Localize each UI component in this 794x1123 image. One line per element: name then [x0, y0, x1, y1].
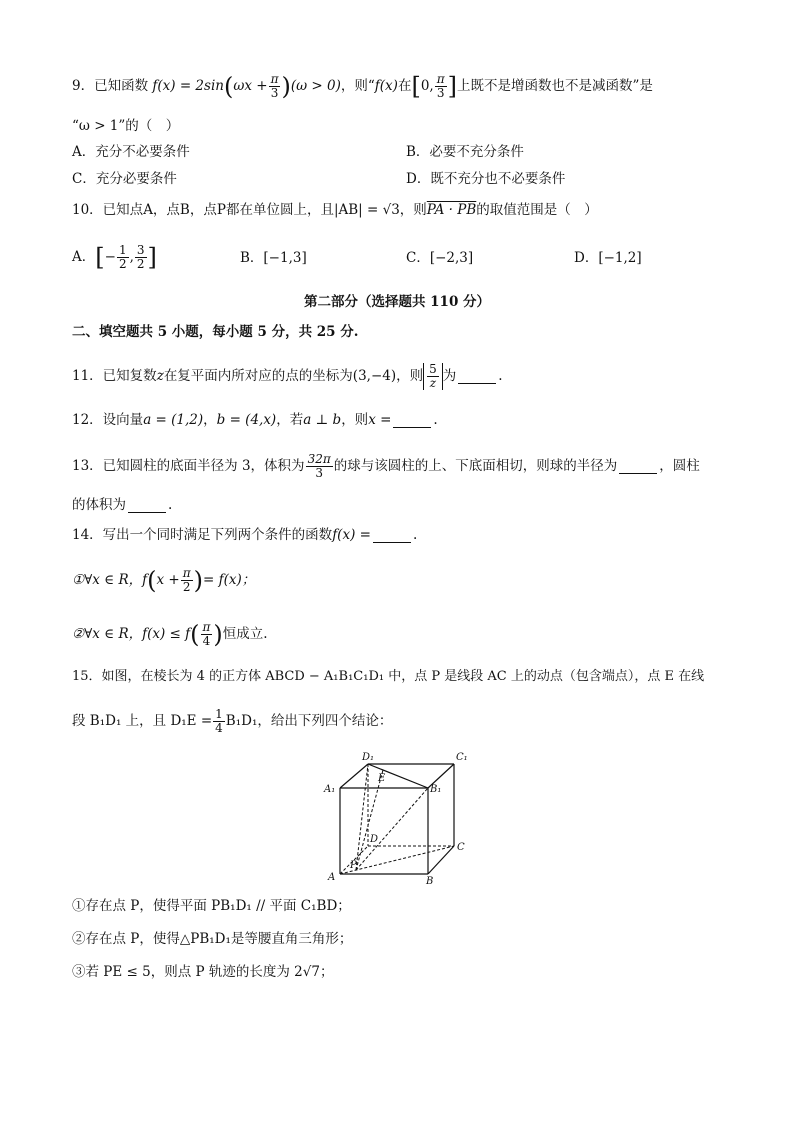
- paren-right: ): [213, 620, 223, 649]
- q14-end: .: [412, 527, 418, 543]
- q12-cond: ，若: [276, 412, 304, 428]
- q14-c1-tail: = f(x)；: [202, 572, 256, 588]
- q13-line2: [72, 495, 172, 515]
- part2-title: 第二部分（选择题共 110 分）: [303, 294, 491, 310]
- q9-line1: [72, 73, 653, 100]
- edge-b-c: [428, 846, 454, 874]
- q11-mid: 在复平面内所对应的点的坐标为(3,−4)，则: [163, 368, 424, 384]
- denominator: 4: [202, 634, 211, 648]
- q9-function: f(x) = 2sin: [152, 78, 224, 94]
- q12-x: x =: [368, 412, 392, 428]
- q14-blank[interactable]: [373, 528, 411, 543]
- q12-tail: ，则: [341, 412, 369, 428]
- q13-prefix: 13．已知圆柱的底面半径为 3，体积为: [72, 458, 305, 474]
- q14-condition-2: [72, 621, 268, 648]
- frac-three-halves: [135, 244, 147, 271]
- bracket-left: [: [411, 72, 421, 101]
- q10-vectors: PA · PB: [426, 202, 477, 218]
- segment-p-d1: [356, 764, 368, 870]
- q13-line1: [72, 453, 700, 480]
- q11-frac: [427, 363, 439, 390]
- q14-prefix: 14．写出一个同时满足下列两个条件的函数: [72, 527, 333, 543]
- q13-volume: [306, 453, 333, 480]
- numerator: π: [202, 620, 211, 634]
- q13-mid: 的球与该圆柱的上、下底面相切，则球的半径为: [333, 458, 618, 474]
- q13-blank-1[interactable]: [619, 459, 657, 474]
- paren-left: (: [147, 566, 157, 595]
- q10-tail: 的取值范围是（ ）: [476, 202, 598, 218]
- denominator: z: [429, 376, 437, 390]
- q9-tail: 上既不是增函数也不是减函数”是: [456, 78, 653, 94]
- q11-abs: [423, 363, 443, 390]
- q9-interval-right: [435, 73, 447, 100]
- label-c: C: [457, 842, 465, 853]
- q14-c2-frac: [201, 621, 213, 648]
- q12-vector-a: a = (1,2): [143, 412, 204, 428]
- q15-conclusion-1: ①存在点 P，使得平面 PB₁D₁ // 平面 C₁BD；: [72, 898, 351, 914]
- numerator: 5: [429, 362, 437, 376]
- q11-blank[interactable]: [458, 369, 496, 384]
- paren-right: ): [193, 566, 203, 595]
- q14-c2-pre: ②∀x ∈ R，f(x) ≤ f: [72, 626, 191, 642]
- q15-line2-tail: B₁D₁，给出下列四个结论：: [225, 713, 393, 729]
- q12-end: .: [433, 412, 438, 428]
- frac-half: [117, 244, 129, 271]
- q9-pi-over-3: [269, 73, 281, 100]
- denominator: 3: [315, 466, 323, 480]
- paren-left: (: [190, 620, 200, 649]
- q14-c1-frac: [181, 567, 193, 594]
- numerator: 32π: [307, 452, 331, 466]
- denominator: 4: [215, 721, 223, 735]
- label-d1: D₁: [362, 752, 375, 763]
- minus: −: [104, 249, 116, 265]
- label-a: A: [328, 872, 336, 883]
- edge-d1-b1: [368, 764, 428, 788]
- label-p: P: [350, 860, 357, 871]
- q10-option-b: B．[−1,3]: [240, 250, 307, 266]
- numerator: 3: [136, 243, 145, 257]
- edge-a1-d1: [340, 764, 368, 788]
- q15-line1: 15．如图，在棱长为 4 的正方体 ABCD − A₁B₁C₁D₁ 中，点 P 是线段 AC 上的动点（包含端点），点 E 在线: [72, 669, 705, 684]
- q12-perp: a ⊥ b: [303, 412, 342, 428]
- q9-mid: ，则“: [340, 78, 375, 94]
- q13-end: .: [168, 497, 173, 513]
- q12-prefix: 12．设向量: [72, 412, 144, 428]
- q14-fx: f(x) =: [332, 527, 371, 543]
- q9-option-b: B．必要不充分条件: [406, 144, 524, 160]
- numerator: 1: [118, 243, 127, 257]
- q10-prefix: 10．已知点: [72, 202, 144, 218]
- q13-line2-text: 的体积为: [72, 497, 126, 513]
- label-d: D: [370, 834, 379, 845]
- bracket-right: ]: [147, 243, 157, 272]
- label-e: E: [378, 773, 386, 784]
- label-a1: A₁: [324, 784, 336, 795]
- numerator: π: [436, 72, 445, 86]
- q9-arg: ωx +: [233, 78, 268, 94]
- label-b: B: [426, 876, 434, 886]
- q15-conclusion-3: ③若 PE ≤ 5，则点 P 轨迹的长度为 2√7；: [72, 964, 334, 980]
- q10-body: A，点B，点P都在单位圆上，且|AB| = √3，则: [143, 202, 427, 218]
- q15-conclusion-2: ②存在点 P，使得△PB₁D₁是等腰直角三角形；: [72, 931, 353, 947]
- q10-option-c: C．[−2,3]: [406, 250, 474, 266]
- label-c1: C₁: [456, 752, 468, 763]
- q9-interval-left: 0,: [420, 78, 434, 94]
- q10-option-a: A．[− $\frac{1}{2}$ , $\frac{3}{2}$ ]: [72, 243, 157, 272]
- q12-vector-b: b = (4,x): [216, 412, 277, 428]
- numerator: π: [182, 566, 191, 580]
- cube-figure: [320, 748, 480, 886]
- q15-line2-pre: 段 B₁D₁ 上，且 D₁E =: [72, 713, 213, 729]
- label-b1: B₁: [430, 784, 442, 795]
- q12-blank[interactable]: [393, 413, 431, 428]
- q10-option-d: D．[−1,2]: [574, 250, 642, 266]
- denominator: 3: [270, 86, 279, 100]
- q9-zai: 在: [397, 78, 412, 94]
- denominator: 3: [436, 86, 445, 100]
- q9-option-c: C．充分必要条件: [72, 171, 177, 187]
- q15-line2: [72, 708, 392, 735]
- denominator: 2: [118, 257, 127, 271]
- numerator: 1: [215, 707, 223, 721]
- q9-condition: (ω > 0): [290, 78, 341, 94]
- q11-z: z: [156, 368, 164, 384]
- section2-heading: 二、填空题共 5 小题，每小题 5 分，共 25 分.: [72, 324, 359, 340]
- q13-blank-2[interactable]: [128, 498, 166, 513]
- numerator: π: [270, 72, 279, 86]
- q12-line: 12．设向量a = (1,2)，b = (4,x)，若a ⊥ b，则x = .: [72, 412, 438, 428]
- q9-option-d: D．既不充分也不必要条件: [406, 171, 566, 187]
- q11-prefix: 11．已知复数: [72, 368, 157, 384]
- q9-fx: f(x): [374, 78, 398, 94]
- denominator: 2: [136, 257, 145, 271]
- q14-c1-pre: ①∀x ∈ R，f: [72, 572, 148, 588]
- q14-line: [72, 525, 417, 545]
- bracket-left: [: [95, 243, 105, 272]
- q9-line2: “ω > 1”的（ ）: [72, 118, 180, 134]
- q11-tail: 为: [442, 368, 457, 384]
- denominator: 2: [182, 580, 191, 594]
- q14-c2-tail: 恒成立.: [222, 626, 268, 642]
- q11-line: [72, 363, 503, 390]
- option-label: A．: [72, 249, 96, 265]
- q13-tail: ，圆柱: [659, 458, 700, 474]
- q9-option-a: A．充分不必要条件: [72, 144, 190, 160]
- bracket-right: ]: [447, 72, 457, 101]
- paren-left: (: [223, 72, 234, 101]
- q14-c1-arg: x +: [156, 572, 180, 588]
- q15-quarter: [213, 708, 225, 735]
- q14-condition-1: [72, 567, 255, 594]
- q10-line: [72, 200, 598, 220]
- q11-end: .: [498, 368, 503, 384]
- paren-right: ): [281, 72, 291, 101]
- q9-prefix: 9．已知函数: [72, 78, 149, 94]
